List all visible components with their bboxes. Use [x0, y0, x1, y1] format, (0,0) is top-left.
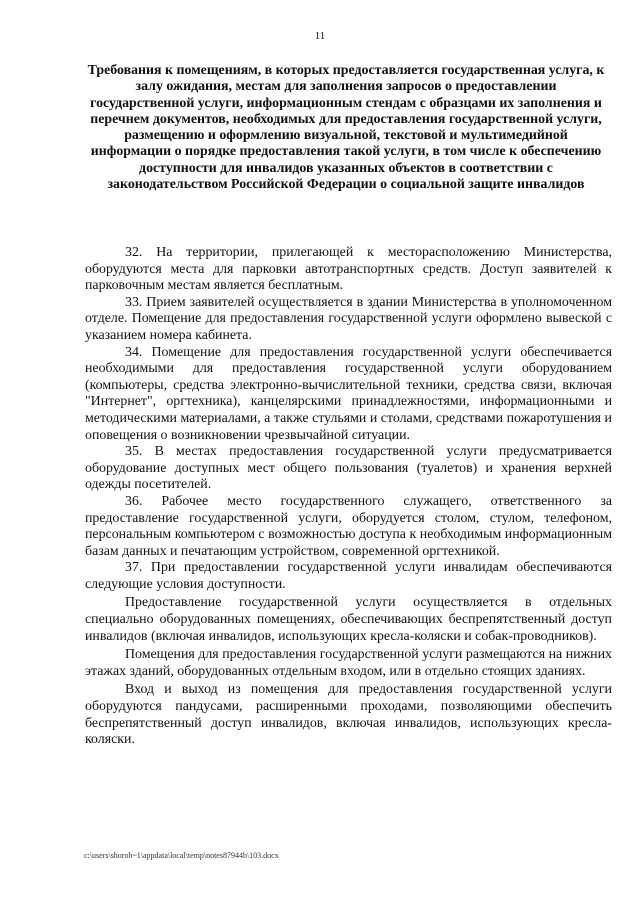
page-number: 11 [314, 30, 326, 42]
paragraph-33: 33. Прием заявителей осуществляется в здании Министерства в уполномоченном отделе. Помещение для предоставления государственной услуги оформлено вывеской с указанием номера кабинета. [85, 294, 612, 343]
section-heading: Требования к помещениям, в которых предоставляется государственная услуга, к залу ожидания, местам для заполнения запросов о предоставлении государственной услуги, информационным стендам с образцами их заполнения и перечнем документов, необходимых для предоставления государственной услуги, размещению и оформлению визуальной, текстовой и мультимедийной информации о порядке предоставления такой услуги, в том числе к обеспечению доступности для инвалидов указанных объектов в соответствии с законодательством Российской Федерации о социальной защите инвалидов [87, 63, 605, 193]
paragraph-36: 36. Рабочее место государственного служащего, ответственного за предоставление государственной услуги, оборудуется столом, стулом, телефоном, персональным компьютером с возможностью доступа к необходимым информационным базам данных и печатающим устройством, современной оргтехникой. [85, 493, 612, 559]
paragraph-accessibility-premises: Предоставление государственной услуги осуществляется в отдельных специально оборудованных помещениях, обеспечивающих беспрепятственный доступ инвалидов (включая инвалидов, использующих кресла-коляски и собак-проводников). [85, 595, 612, 644]
paragraph-35: 35. В местах предоставления государственной услуги предусматривается оборудование доступных мест общего пользования (туалетов) и хранения верхней одежды посетителей. [85, 444, 612, 493]
file-path-footer: c:\users\shoroh~1\appdata\local\temp\notes87944b\103.docx [84, 851, 279, 860]
paragraph-37: 37. При предоставлении государственной услуги инвалидам обеспечиваются следующие условия доступности. [85, 560, 612, 592]
paragraph-34: 34. Помещение для предоставления государственной услуги обеспечивается необходимыми для предоставления государственной услуги оборудованием (компьютеры, средства электронно-вычислительной техники, средства связи, включая "Интернет", оргтехника), канцелярскими принадлежностями, информационными и методическими материалами, а также стульями и столами, средствами пожаротушения и оповещения о возникновении чрезвычайной ситуации. [85, 344, 612, 443]
paragraph-entrance-ramps: Вход и выход из помещения для предоставления государственной услуги оборудуются пандусами, расширенными проходами, позволяющими обеспечить беспрепятственный доступ инвалидов, включая инвалидов, использующих кресла-коляски. [85, 682, 612, 748]
paragraph-lower-floors: Помещения для предоставления государственной услуги размещаются на нижних этажах зданий, оборудованных отдельным входом, или в отдельно стоящих зданиях. [85, 647, 612, 679]
paragraph-32: 32. На территории, прилегающей к месторасположению Министерства, оборудуются места для парковки автотранспортных средств. Доступ заявителей к парковочным местам является бесплатным. [85, 245, 612, 294]
document-body [85, 245, 612, 749]
